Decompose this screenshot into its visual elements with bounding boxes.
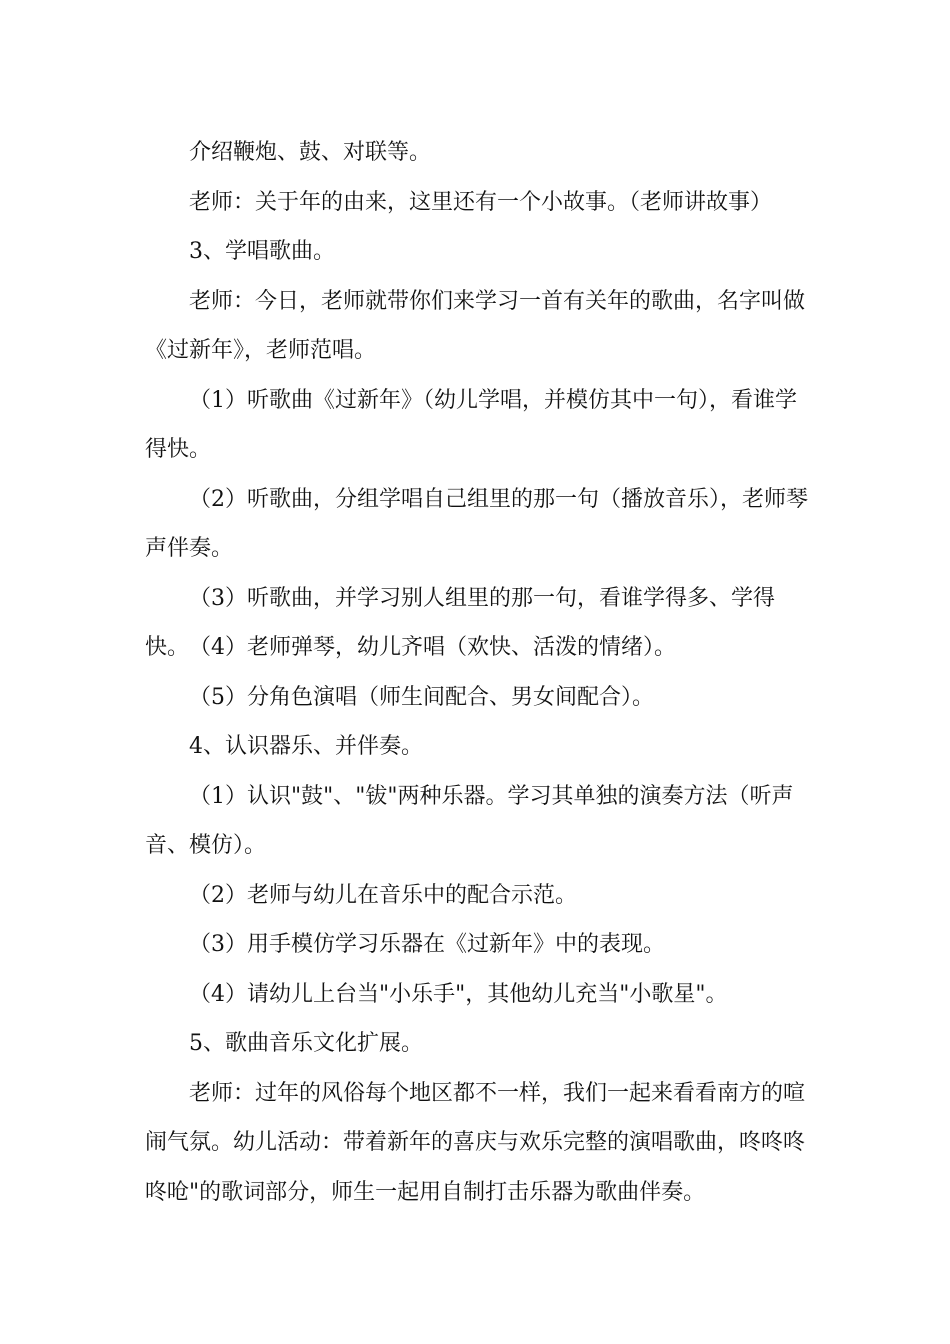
paragraph-step-4-item-4: （4）请幼儿上台当"小乐手"，其他幼儿充当"小歌星"。 bbox=[189, 981, 728, 1007]
paragraph-teacher-customs: 老师：过年的风俗每个地区都不一样，我们一起来看看南方的喧闹气氛。幼儿活动：带着新年的喜庆与欢乐完整的演唱歌曲，咚咚咚咚呛"的歌词部分，师生一起用自制打击乐器为歌曲伴奏。 bbox=[145, 1080, 806, 1205]
paragraph-step-3-heading: 3、学唱歌曲。 bbox=[189, 239, 335, 264]
paragraph-step-3-item-3: （3）听歌曲，并学习别人组里的那一句，看谁学得多、学得快。 bbox=[145, 585, 775, 660]
paragraph-step-4-item-1: （1）认识"鼓"、"钹"两种乐器。学习其单独的演奏方法（听声音、模仿）。 bbox=[145, 783, 794, 858]
paragraph-step-3-item-1: （1）听歌曲《过新年》（幼儿学唱，并模仿其中一句），看谁学得快。 bbox=[145, 387, 797, 462]
paragraph-step-4-item-2: （2）老师与幼儿在音乐中的配合示范。 bbox=[189, 882, 577, 908]
paragraph-step-5-heading: 5、歌曲音乐文化扩展。 bbox=[189, 1031, 423, 1056]
paragraph-teacher-song-intro: 老师：今日，老师就带你们来学习一首有关年的歌曲，名字叫做《过新年》，老师范唱。 bbox=[145, 288, 806, 363]
paragraph-intro-items: 介绍鞭炮、鼓、对联等。 bbox=[189, 140, 432, 165]
paragraph-step-3-item-4: （4）老师弹琴，幼儿齐唱（欢快、活泼的情绪）。 bbox=[189, 635, 676, 660]
paragraph-step-4-heading: 4、认识器乐、并伴奏。 bbox=[189, 734, 423, 759]
paragraph-step-3-item-5: （5）分角色演唱（师生间配合、男女间配合）。 bbox=[189, 684, 654, 710]
paragraph-step-4-item-3: （3）用手模仿学习乐器在《过新年》中的表现。 bbox=[189, 932, 665, 957]
paragraph-teacher-story: 老师：关于年的由来，这里还有一个小故事。（老师讲故事） bbox=[189, 189, 773, 215]
document-body bbox=[145, 128, 810, 1217]
paragraph-step-3-item-2: （2）听歌曲，分组学唱自己组里的那一句（播放音乐），老师琴声伴奏。 bbox=[145, 486, 808, 561]
